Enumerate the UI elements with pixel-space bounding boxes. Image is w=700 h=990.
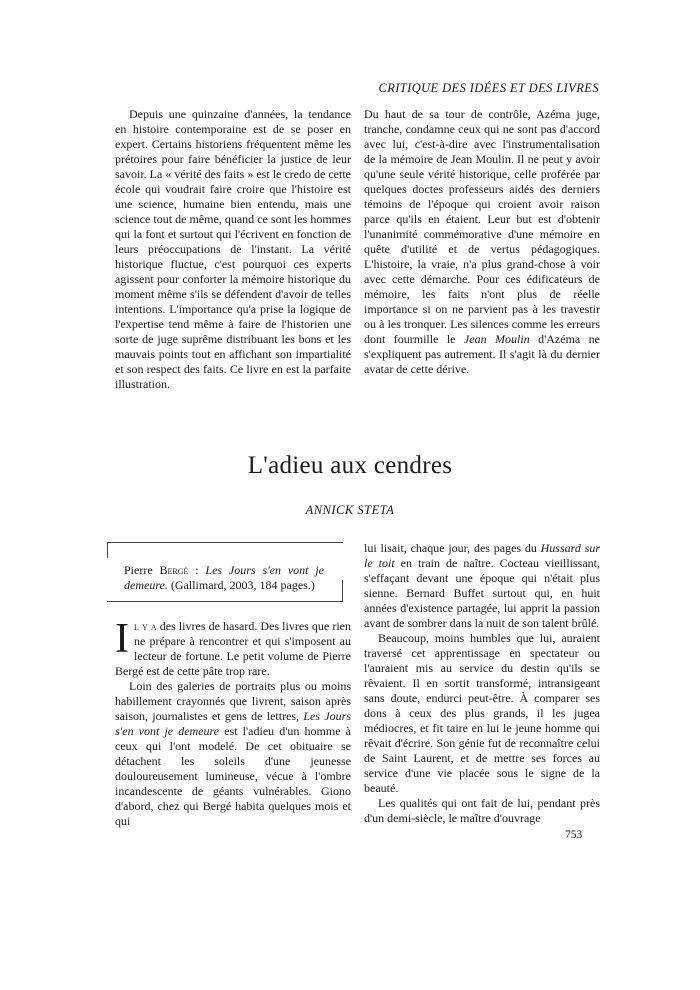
page-number: 753 bbox=[565, 829, 583, 841]
closing-text-start: Du haut de sa tour de contrôle, Azéma juge, tranche, condamne ceux qui ne sont pas d'accord avec lui, c'est-à-dire avec l'instrumentalisation de la mémoire de Jean Moulin. Il ne peut y avoir qu'une seule vérité historique, celle proférée par quelques doctes professeurs aidés des derniers témoins de l'époque qui croient avoir raison parce qu'ils en étaient. Leur but est d'obtenir l'unanimité commémorative d'une mémoire en quête d'utilité et de vertus pédagogiques. L'histoire, la vraie, n'a plus grand-chose à voir avec cette démarche. Pour ces édificateurs de mémoire, les faits n'ont plus de réelle importance si on ne parvient pas à les travestir ou à les tronquer. Les silences comme les erreurs dont fourmille le bbox=[364, 107, 600, 346]
book-author-last: Bergé bbox=[159, 563, 189, 577]
article-paragraph-1 bbox=[115, 616, 351, 679]
book-reference-box bbox=[107, 542, 343, 602]
box-border-bottom bbox=[107, 601, 343, 602]
closing-text-end: d'Azéma ne s'expliquent pas autrement. Il s'agit là du dernier avatar de cette dérive. bbox=[364, 332, 600, 376]
paragraph-3-text-end: en train de naître. Cocteau vieillissant, s'effaçant devant une époque qui n'était plus sienne. Bernard Buffet surtout qui, en huit années d'existence partagée, lui apprit la passion avant de sombrer dans la nuit de son talent brûlé. bbox=[364, 556, 600, 630]
drop-cap: I bbox=[115, 616, 129, 662]
opening-words: l y a bbox=[134, 619, 157, 633]
previous-article-right-column bbox=[364, 107, 600, 377]
article-title: L'adieu aux cendres bbox=[247, 452, 453, 479]
book-details: (Gallimard, 2003, 184 pages.) bbox=[167, 578, 315, 592]
paragraph-2-text-end: est l'adieu d'un homme à ceux qui l'ont modelé. De cet obituaire se détachent les soleils d'une jeunesse douloureusement lumineuse, vécue à l'ombre incandescente de géants vulnérables. Giono d'abord, chez qui Bergé habita quelques mois et qui bbox=[115, 724, 351, 828]
paragraph-1-text: des livres de hasard. Des livres que rien ne prépare à rencontrer et qui s'imposent au lecteur de fortune. Le petit volume de Pierre Bergé est de cette pâte trop rare. bbox=[115, 619, 351, 678]
hussard-title: Hussard sur le toit bbox=[364, 541, 600, 570]
article-paragraph-2 bbox=[115, 679, 351, 829]
article-author: ANNICK STETA bbox=[305, 503, 395, 517]
article-right-column bbox=[364, 541, 600, 826]
article-paragraph-5: Les qualités qui ont fait de lui, pendant près d'un demi-siècle, le maître d'ouvrage bbox=[364, 796, 600, 825]
previous-article-paragraph: Depuis une quinzaine d'années, la tendance en histoire contemporaine est de se poser en expert. Certains historiens fréquentent même les prétoires pour faire bénéficier la justice de leur savoir. La « vérité des faits » est le credo de cette école qui voudrait faire croire que l'histoire est une science, humaine bien entendu, mais une science tout de même, quand ce sont les hommes qui la font et surtout qui l'écrivent en fonction de leurs préoccupations de l'instant. La vérité historique fluctue, c'est pourquoi ces experts agissent pour conforter la mémoire historique du moment même s'ils se défendent d'avoir de telles intentions. L'importance qu'a prise la logique de l'expertise tend même à faire de l'historien une sorte de juge suprême distribuant les bons et les mauvais points tout en affichant son impartialité et son respect des faits. Ce livre en est la parfaite illustration. bbox=[115, 107, 351, 391]
book-separator: : bbox=[188, 563, 206, 577]
book-author-first: Pierre bbox=[124, 563, 160, 577]
paragraph-3-text-start: lui lisait, chaque jour, des pages du bbox=[364, 541, 541, 555]
box-border-right bbox=[342, 580, 343, 602]
running-head: CRITIQUE DES IDÉES ET DES LIVRES bbox=[378, 81, 599, 95]
paragraph-2-text-start: Loin des galeries de portraits plus ou moins habillement crayonnés que livrent, saison après saison, journalistes et gens de lettres, bbox=[115, 679, 351, 723]
article-left-column bbox=[115, 616, 351, 829]
book-title-inline: Les Jours s'en vont je demeure bbox=[115, 709, 351, 738]
previous-article-closing-paragraph bbox=[364, 107, 600, 377]
box-border-left bbox=[107, 542, 108, 558]
box-border-top bbox=[107, 542, 343, 543]
article-paragraph-3 bbox=[364, 541, 600, 631]
book-title: Les Jours s'en vont je demeure. bbox=[124, 563, 325, 592]
article-paragraph-4: Beaucoup, moins humbles que lui, auraient traversé cet apprentissage en spectateur ou l'auraient mis au service du destin qu'ils se rêvaient. Il en sortit transformé, intransigeant sans doute, endurci peut-être. À comparer ses dons à ceux des plus grands, il les jugea médiocres, et fit taire en lui le jeune homme qui rêvait d'écrire. Son génie fut de reconnaître celui de Saint Laurent, et de mettre ses forces au service d'une vie placée sous le signe de la beauté. bbox=[364, 631, 600, 795]
cited-work-title: Jean Moulin bbox=[463, 332, 530, 346]
previous-article-left-column bbox=[115, 107, 351, 392]
book-reference bbox=[124, 563, 324, 593]
